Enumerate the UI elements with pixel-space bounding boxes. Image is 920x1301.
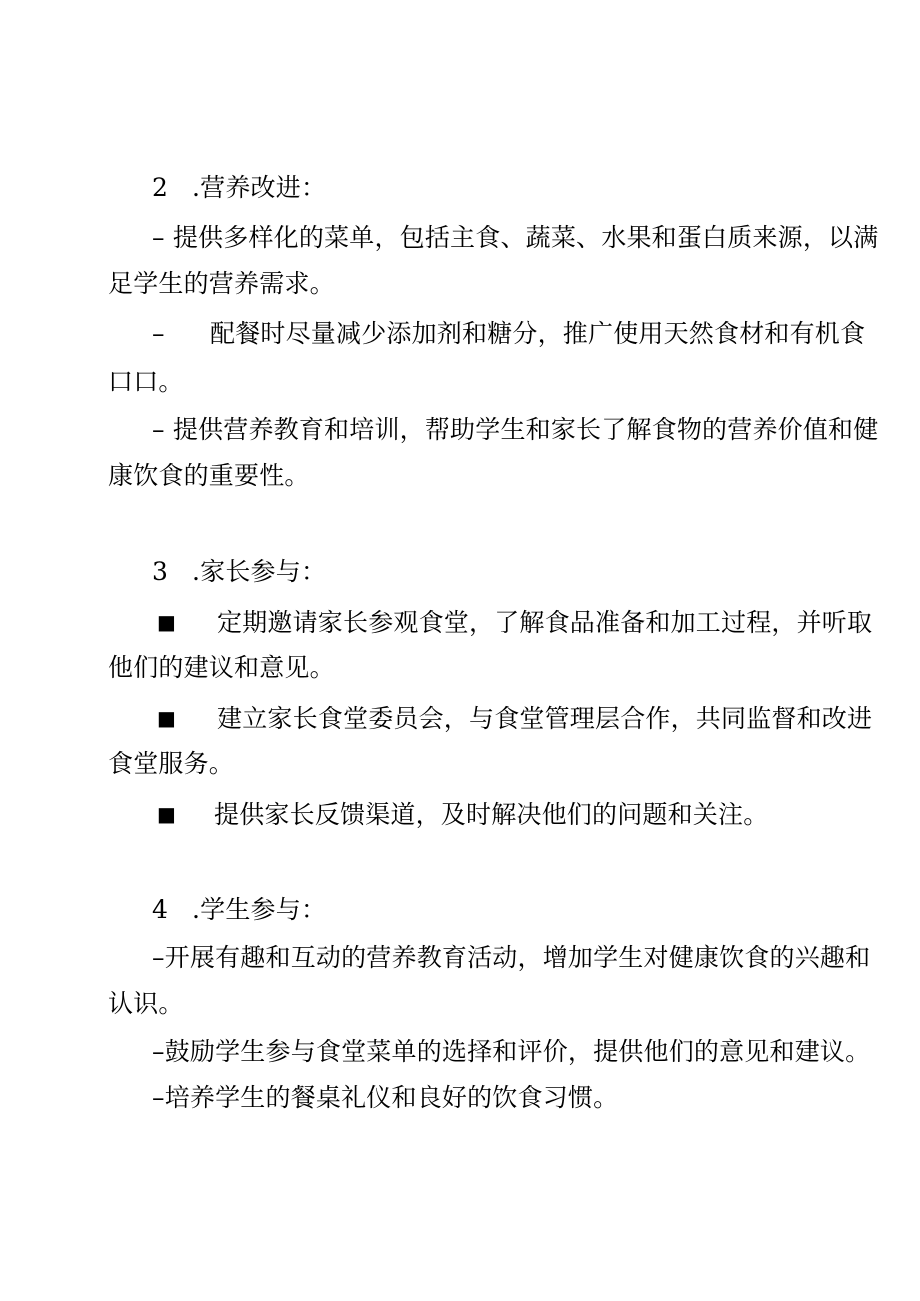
paragraph-line: 口口。 xyxy=(108,367,184,396)
paragraph-line: 康饮食的重要性。 xyxy=(108,461,310,490)
section-heading-3 xyxy=(152,555,326,589)
paragraph-line: 食堂服务。 xyxy=(108,749,235,778)
paragraph-line: – 提供营养教育和培训，帮助学生和家长了解食物的营养价值和健 xyxy=(152,415,879,444)
section-heading-4 xyxy=(152,893,326,927)
paragraph-line: – 提供多样化的菜单，包括主食、蔬菜、水果和蛋白质来源，以满 xyxy=(152,223,879,252)
paragraph-line: –开展有趣和互动的营养教育活动，增加学生对健康饮食的兴趣和 xyxy=(152,943,871,972)
square-bullet-icon: ■ xyxy=(157,610,177,634)
section-number: 3 xyxy=(152,557,169,586)
paragraph-line xyxy=(157,605,872,640)
paragraph-line: –培养学生的餐桌礼仪和良好的饮食习惯。 xyxy=(152,1083,619,1112)
section-number: 2 xyxy=(152,173,169,202)
list-dash: – xyxy=(152,319,165,348)
paragraph-line: 他们的建议和意见。 xyxy=(108,653,335,682)
square-bullet-icon: ■ xyxy=(157,706,177,730)
paragraph-line xyxy=(152,317,865,351)
list-item-text: 建立家长食堂委员会，与食堂管理层合作，共同监督和改进 xyxy=(217,704,873,733)
section-title: .学生参与： xyxy=(192,895,327,924)
section-number: 4 xyxy=(152,895,169,924)
section-title: .家长参与： xyxy=(192,557,327,586)
list-item-text: 定期邀请家长参观食堂，了解食品准备和加工过程，并听取 xyxy=(217,608,873,637)
paragraph-line: 认识。 xyxy=(108,989,184,1018)
section-heading-2 xyxy=(152,171,326,205)
list-item-text: 提供家长反馈渠道，及时解决他们的问题和关注。 xyxy=(214,800,769,829)
section-title: .营养改进： xyxy=(192,173,327,202)
square-bullet-icon: ■ xyxy=(157,802,177,826)
paragraph-line xyxy=(157,701,872,736)
paragraph-line: 足学生的营养需求。 xyxy=(108,269,335,298)
list-item-text: 配餐时尽量减少添加剂和糖分，推广使用天然食材和有机食 xyxy=(210,319,866,348)
paragraph-line xyxy=(157,797,768,832)
paragraph-line: –鼓励学生参与食堂菜单的选择和评价，提供他们的意见和建议。 xyxy=(152,1037,871,1066)
